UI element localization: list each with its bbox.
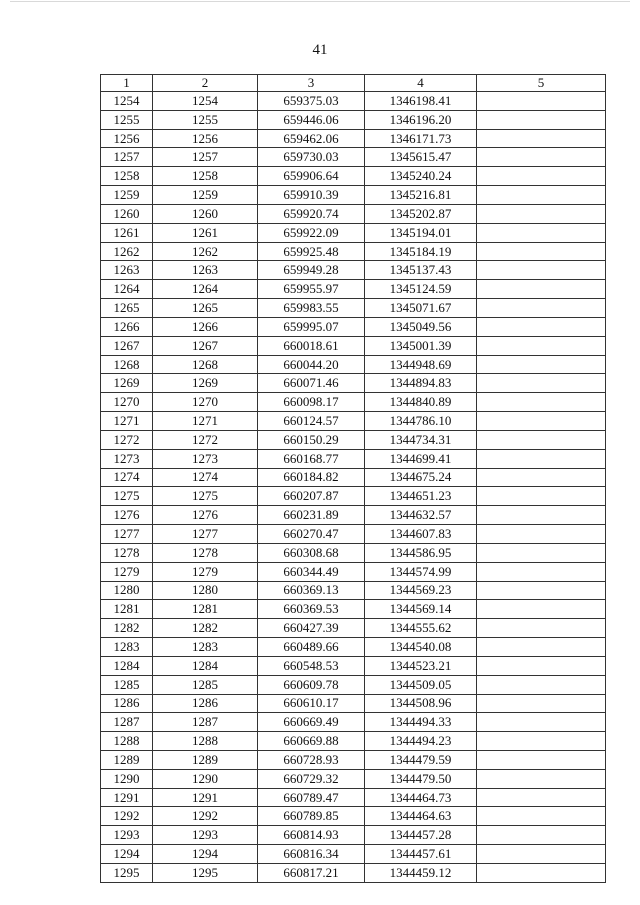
table-cell (477, 223, 606, 242)
table-cell (477, 543, 606, 562)
table-cell: 1269 (101, 374, 153, 393)
table-row (101, 487, 606, 506)
table-cell: 1280 (153, 581, 258, 600)
table-cell: 1286 (101, 694, 153, 713)
table-cell (477, 261, 606, 280)
table-cell (477, 769, 606, 788)
table-cell (477, 299, 606, 318)
table-cell: 660150.29 (258, 430, 365, 449)
table-row (101, 807, 606, 826)
table-row (101, 317, 606, 336)
table-cell: 1279 (153, 562, 258, 581)
table-cell: 1287 (153, 713, 258, 732)
table-cell: 1344586.95 (365, 543, 477, 562)
table-cell (477, 280, 606, 299)
table-cell: 1271 (101, 412, 153, 431)
table-cell: 660207.87 (258, 487, 365, 506)
table-row (101, 732, 606, 751)
table-row (101, 223, 606, 242)
table-cell: 1284 (153, 656, 258, 675)
table-cell (477, 525, 606, 544)
table-cell (477, 374, 606, 393)
table-cell: 660168.77 (258, 449, 365, 468)
table-cell (477, 204, 606, 223)
table-cell: 659922.09 (258, 223, 365, 242)
table-cell: 1345615.47 (365, 148, 477, 167)
table-cell: 1257 (153, 148, 258, 167)
table-cell: 659920.74 (258, 204, 365, 223)
table-cell: 1344523.21 (365, 656, 477, 675)
table-cell (477, 807, 606, 826)
table-cell (477, 129, 606, 148)
table-cell: 1262 (153, 242, 258, 261)
table-row (101, 562, 606, 581)
table-cell: 659906.64 (258, 167, 365, 186)
table-cell: 1273 (153, 449, 258, 468)
table-row (101, 675, 606, 694)
table-cell: 660124.57 (258, 412, 365, 431)
table-cell: 660308.68 (258, 543, 365, 562)
table-cell: 660098.17 (258, 393, 365, 412)
table-cell: 1275 (153, 487, 258, 506)
table-cell: 1344540.08 (365, 638, 477, 657)
table-cell (477, 826, 606, 845)
table-row (101, 600, 606, 619)
table-row (101, 863, 606, 882)
table-cell: 1262 (101, 242, 153, 261)
table-cell: 1268 (153, 355, 258, 374)
table-cell: 1346196.20 (365, 110, 477, 129)
table-cell: 1281 (101, 600, 153, 619)
table-cell: 1344632.57 (365, 506, 477, 525)
table-cell: 660369.53 (258, 600, 365, 619)
table-cell (477, 148, 606, 167)
table-row (101, 525, 606, 544)
table-cell: 1279 (101, 562, 153, 581)
table-cell: 1258 (101, 167, 153, 186)
table-cell: 1293 (153, 826, 258, 845)
table-cell: 1278 (101, 543, 153, 562)
table-cell: 1344569.23 (365, 581, 477, 600)
table-cell: 1344479.50 (365, 769, 477, 788)
table-cell: 660344.49 (258, 562, 365, 581)
table-cell: 1344464.73 (365, 788, 477, 807)
table-cell: 1295 (101, 863, 153, 882)
table-row (101, 581, 606, 600)
table-cell: 1293 (101, 826, 153, 845)
table-row (101, 826, 606, 845)
table-cell: 1344786.10 (365, 412, 477, 431)
column-header: 2 (153, 75, 258, 92)
table-cell: 1290 (101, 769, 153, 788)
table-cell: 659995.07 (258, 317, 365, 336)
table-cell: 660814.93 (258, 826, 365, 845)
table-cell: 1255 (153, 110, 258, 129)
table-cell: 1276 (101, 506, 153, 525)
table-cell: 1289 (101, 750, 153, 769)
table-cell: 1345001.39 (365, 336, 477, 355)
table-cell: 1265 (101, 299, 153, 318)
table-body (101, 92, 606, 883)
table-cell: 1345194.01 (365, 223, 477, 242)
table-cell: 1284 (101, 656, 153, 675)
table-cell: 1345137.43 (365, 261, 477, 280)
table-cell: 659446.06 (258, 110, 365, 129)
table-cell: 1260 (153, 204, 258, 223)
table-cell: 1269 (153, 374, 258, 393)
table-cell: 660609.78 (258, 675, 365, 694)
table-cell: 1344509.05 (365, 675, 477, 694)
table-cell: 660669.49 (258, 713, 365, 732)
table-row (101, 204, 606, 223)
table-cell: 660369.13 (258, 581, 365, 600)
table-cell (477, 750, 606, 769)
table-row (101, 845, 606, 864)
table-cell: 1268 (101, 355, 153, 374)
table-cell: 1254 (101, 92, 153, 111)
table-row (101, 788, 606, 807)
table-cell: 659955.97 (258, 280, 365, 299)
table-cell: 1281 (153, 600, 258, 619)
table-cell: 1344675.24 (365, 468, 477, 487)
table-cell: 1285 (153, 675, 258, 694)
table-cell: 660231.89 (258, 506, 365, 525)
table-cell: 660044.20 (258, 355, 365, 374)
table-cell: 1261 (101, 223, 153, 242)
table-row (101, 92, 606, 111)
table-cell: 659375.03 (258, 92, 365, 111)
table-cell (477, 675, 606, 694)
table-cell: 1291 (101, 788, 153, 807)
table-cell: 660610.17 (258, 694, 365, 713)
table-row (101, 694, 606, 713)
column-header: 3 (258, 75, 365, 92)
table-cell: 1345071.67 (365, 299, 477, 318)
table-cell: 660270.47 (258, 525, 365, 544)
table-cell: 1277 (101, 525, 153, 544)
table-cell: 660729.32 (258, 769, 365, 788)
table-row (101, 167, 606, 186)
table-cell: 1345124.59 (365, 280, 477, 299)
table-cell (477, 242, 606, 261)
table-cell: 1285 (101, 675, 153, 694)
table-cell: 660018.61 (258, 336, 365, 355)
table-cell: 1288 (101, 732, 153, 751)
table-cell: 1274 (153, 468, 258, 487)
table-cell: 1258 (153, 167, 258, 186)
table-cell (477, 656, 606, 675)
table-cell: 1282 (153, 619, 258, 638)
table-cell (477, 562, 606, 581)
table-cell: 659730.03 (258, 148, 365, 167)
table-cell: 1344508.96 (365, 694, 477, 713)
table-cell: 660728.93 (258, 750, 365, 769)
table-row (101, 638, 606, 657)
table-cell: 1344457.28 (365, 826, 477, 845)
table-cell: 1275 (101, 487, 153, 506)
table-row (101, 393, 606, 412)
table-cell: 1344494.33 (365, 713, 477, 732)
table-cell: 1266 (153, 317, 258, 336)
table-row (101, 769, 606, 788)
table-cell (477, 336, 606, 355)
table-cell: 1255 (101, 110, 153, 129)
table-cell: 660817.21 (258, 863, 365, 882)
table-row (101, 412, 606, 431)
table-row (101, 261, 606, 280)
table-cell: 1344894.83 (365, 374, 477, 393)
table-cell: 1270 (153, 393, 258, 412)
table-cell: 1280 (101, 581, 153, 600)
table-cell: 1345216.81 (365, 186, 477, 205)
table-cell: 1345240.24 (365, 167, 477, 186)
table-header-row (101, 75, 606, 92)
table-cell: 1346198.41 (365, 92, 477, 111)
table-cell: 660789.47 (258, 788, 365, 807)
table-cell: 1256 (153, 129, 258, 148)
table-cell: 1292 (153, 807, 258, 826)
table-cell: 1263 (101, 261, 153, 280)
table-row (101, 374, 606, 393)
table-cell: 1267 (153, 336, 258, 355)
table-cell: 1344459.12 (365, 863, 477, 882)
table-cell: 659462.06 (258, 129, 365, 148)
column-header: 1 (101, 75, 153, 92)
table-cell (477, 694, 606, 713)
table-cell (477, 167, 606, 186)
table-cell: 1344948.69 (365, 355, 477, 374)
table-cell: 1344651.23 (365, 487, 477, 506)
table-cell: 660816.34 (258, 845, 365, 864)
table-cell (477, 732, 606, 751)
table-cell: 1274 (101, 468, 153, 487)
table-cell: 1287 (101, 713, 153, 732)
table-cell: 1272 (101, 430, 153, 449)
table-cell: 659983.55 (258, 299, 365, 318)
table-cell: 1261 (153, 223, 258, 242)
table-cell: 1289 (153, 750, 258, 769)
table-row (101, 242, 606, 261)
table-cell (477, 600, 606, 619)
table-cell (477, 788, 606, 807)
table-cell: 1344479.59 (365, 750, 477, 769)
table-cell: 1276 (153, 506, 258, 525)
table-cell: 1345202.87 (365, 204, 477, 223)
coordinates-table (100, 74, 606, 883)
table-row (101, 186, 606, 205)
table-cell: 1294 (101, 845, 153, 864)
page-top-rule (10, 1, 630, 2)
table-row (101, 110, 606, 129)
table-cell (477, 186, 606, 205)
table-cell: 1273 (101, 449, 153, 468)
table-cell: 1291 (153, 788, 258, 807)
column-header: 4 (365, 75, 477, 92)
table-row (101, 280, 606, 299)
table-cell (477, 619, 606, 638)
page-number: 41 (312, 42, 328, 58)
table-cell (477, 355, 606, 374)
table-cell: 1263 (153, 261, 258, 280)
table-cell: 1270 (101, 393, 153, 412)
table-cell (477, 638, 606, 657)
table-cell: 1344699.41 (365, 449, 477, 468)
table-row (101, 430, 606, 449)
table-row (101, 129, 606, 148)
table-cell (477, 845, 606, 864)
table-row (101, 713, 606, 732)
table-cell (477, 449, 606, 468)
table-cell: 1277 (153, 525, 258, 544)
table-cell: 659910.39 (258, 186, 365, 205)
table-cell: 1259 (101, 186, 153, 205)
table-cell: 1260 (101, 204, 153, 223)
table-cell: 1344607.83 (365, 525, 477, 544)
table-cell: 1344555.62 (365, 619, 477, 638)
table-cell: 1283 (153, 638, 258, 657)
table-cell (477, 863, 606, 882)
table-row (101, 468, 606, 487)
table-cell (477, 430, 606, 449)
table-cell: 1344569.14 (365, 600, 477, 619)
table-cell: 1344574.99 (365, 562, 477, 581)
table-cell: 1286 (153, 694, 258, 713)
table-cell: 660071.46 (258, 374, 365, 393)
table-cell (477, 393, 606, 412)
table-row (101, 750, 606, 769)
table-cell: 1288 (153, 732, 258, 751)
table-row (101, 449, 606, 468)
table-row (101, 543, 606, 562)
table-cell: 1254 (153, 92, 258, 111)
table-cell: 1264 (153, 280, 258, 299)
table-row (101, 148, 606, 167)
table-cell (477, 412, 606, 431)
table-cell (477, 317, 606, 336)
table-cell: 1272 (153, 430, 258, 449)
table-cell: 660548.53 (258, 656, 365, 675)
table-cell: 1344734.31 (365, 430, 477, 449)
table-cell: 1282 (101, 619, 153, 638)
table-row (101, 355, 606, 374)
table-cell: 1264 (101, 280, 153, 299)
table-row (101, 619, 606, 638)
table-cell (477, 506, 606, 525)
table-row (101, 299, 606, 318)
table-cell: 1344840.89 (365, 393, 477, 412)
table-cell: 1267 (101, 336, 153, 355)
table-cell: 660789.85 (258, 807, 365, 826)
table-cell: 1290 (153, 769, 258, 788)
table-cell (477, 713, 606, 732)
table-cell (477, 581, 606, 600)
table-row (101, 506, 606, 525)
table-cell: 660489.66 (258, 638, 365, 657)
table-cell: 1344457.61 (365, 845, 477, 864)
table-cell (477, 487, 606, 506)
table-cell: 1295 (153, 863, 258, 882)
table-cell: 660184.82 (258, 468, 365, 487)
column-header: 5 (477, 75, 606, 92)
table-cell: 1283 (101, 638, 153, 657)
table-cell: 1294 (153, 845, 258, 864)
table-cell: 1278 (153, 543, 258, 562)
table-cell: 1292 (101, 807, 153, 826)
table-cell (477, 468, 606, 487)
table-cell: 1345049.56 (365, 317, 477, 336)
table-cell: 1259 (153, 186, 258, 205)
table-cell: 1257 (101, 148, 153, 167)
table-cell: 1345184.19 (365, 242, 477, 261)
table-cell: 659925.48 (258, 242, 365, 261)
table-cell: 1344494.23 (365, 732, 477, 751)
table-cell: 1271 (153, 412, 258, 431)
table-cell: 660669.88 (258, 732, 365, 751)
table-cell: 660427.39 (258, 619, 365, 638)
table-cell (477, 92, 606, 111)
table-cell: 1256 (101, 129, 153, 148)
table-row (101, 656, 606, 675)
table-cell: 1344464.63 (365, 807, 477, 826)
table-cell: 659949.28 (258, 261, 365, 280)
table-cell: 1266 (101, 317, 153, 336)
table-cell: 1265 (153, 299, 258, 318)
table-cell (477, 110, 606, 129)
table-row (101, 336, 606, 355)
table-cell: 1346171.73 (365, 129, 477, 148)
